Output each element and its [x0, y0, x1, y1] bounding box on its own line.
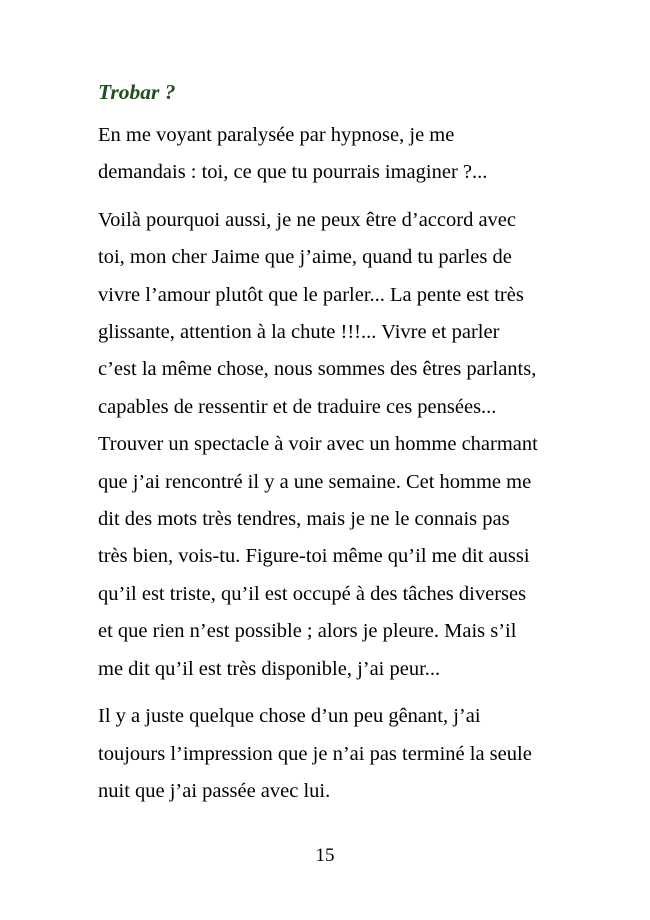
paragraph — [98, 202, 598, 688]
text-line: très bien, vois-tu. Figure-toi même qu’il me dit aussi — [98, 545, 530, 568]
text-line: En me voyant paralysée par hypnose, je me — [98, 124, 455, 146]
body-text — [98, 117, 598, 820]
paragraph — [98, 117, 598, 192]
text-line: nuit que j’ai passée avec lui. — [98, 779, 331, 802]
text-line: et que rien n’est possible ; alors je pleure. Mais s’il — [98, 620, 517, 643]
text-line: Voilà pourquoi aussi, je ne peux être d’accord avec — [98, 208, 517, 231]
page-number: 15 — [315, 845, 335, 866]
text-line: me dit qu’il est très disponible, j’ai peur... — [98, 657, 441, 680]
text-line: Trouver un spectacle à voir avec un homme charmant — [98, 433, 538, 456]
text-line: glissante, attention à la chute !!!... Vivre et parler — [98, 321, 500, 344]
paragraph — [98, 698, 598, 810]
text-line: Il y a juste quelque chose d’un peu gênant, j’ai — [98, 705, 481, 728]
section-title: Trobar ? — [98, 80, 176, 104]
text-line: demandais : toi, ce que tu pourrais imaginer ?... — [98, 161, 488, 184]
text-line: vivre l’amour plutôt que le parler... La pente est très — [98, 283, 524, 306]
text-line: que j’ai rencontré il y a une semaine. Cet homme me — [98, 470, 532, 493]
text-line: toi, mon cher Jaime que j’aime, quand tu parles de — [98, 246, 512, 269]
text-line: capables de ressentir et de traduire ces pensées... — [98, 395, 497, 418]
text-line: c’est la même chose, nous sommes des êtres parlants, — [98, 358, 537, 381]
text-line: dit des mots très tendres, mais je ne le connais pas — [98, 508, 510, 531]
text-line: qu’il est triste, qu’il est occupé à des tâches diverses — [98, 582, 527, 605]
text-line: toujours l’impression que je n’ai pas terminé la seule — [98, 742, 532, 765]
